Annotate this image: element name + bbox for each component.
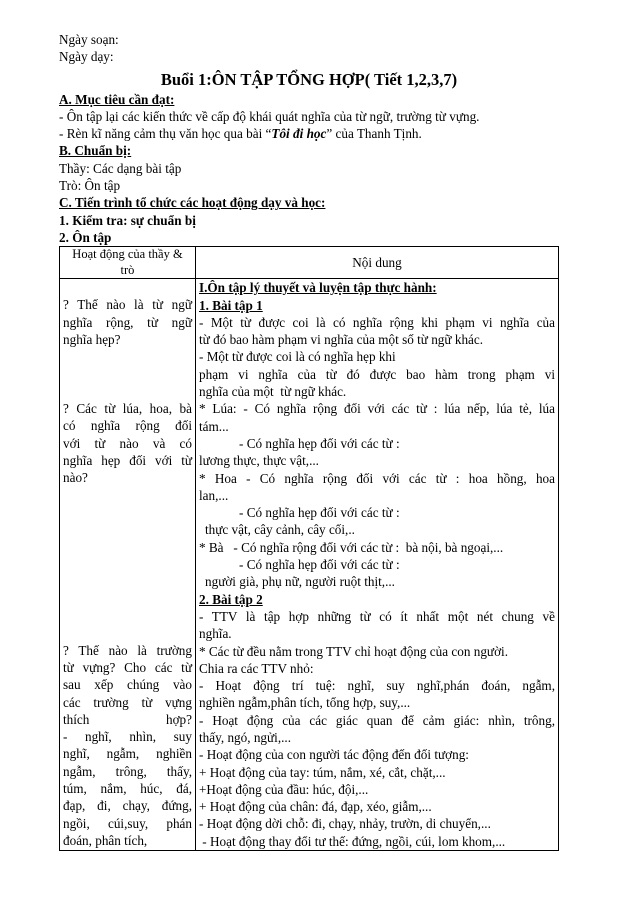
text-line: ? Thế nào là trường: [63, 642, 192, 658]
exercise-1-line: từ đó bao hàm phạm vi nghĩa của một số từ ngữ khác.: [199, 332, 484, 348]
section-a-line2-post: ” của Thanh Tịnh.: [326, 126, 422, 142]
hoa-narrow-list: thực vật, cây cảnh, cây cối,..: [205, 522, 355, 538]
exercise-2-line: + Hoạt động của chân: đá, đạp, xéo, giẫm,...: [199, 799, 432, 815]
text-line: - nghĩ, nhìn, suy: [63, 729, 192, 745]
teacher-prep: Thầy: Các dạng bài tập: [59, 160, 182, 176]
text-line: nghĩa hẹp đối với từ: [63, 453, 192, 469]
section-a-line2-pre: - Rèn kĩ năng cảm thụ văn học qua bài “: [59, 126, 272, 142]
hoa-broad-line1: * Hoa - Có nghĩa rộng đối với các từ : hoa hồng, hoa: [199, 470, 555, 486]
exercise-1-body: [199, 314, 555, 435]
section-c-heading: C. Tiến trình tổ chức các hoạt động dạy và học:: [59, 195, 326, 211]
exercise-2-line: +Hoạt động của đầu: húc, đội,...: [199, 781, 369, 797]
text-line: ? Thế nào là từ ngữ: [63, 297, 192, 313]
text-line: nghĩa hẹp?: [63, 331, 121, 347]
text-line: từ vựng? Cho các từ: [63, 659, 192, 675]
exercise-2-line: nghiền ngẫm,phân tích, tổng hợp, suy,...: [199, 695, 411, 711]
hoa-narrow: - Có nghĩa hẹp đối với các từ :: [239, 505, 400, 521]
exercise-2-line: + Hoạt động của tay: túm, nắm, xé, cắt, chặt,...: [199, 764, 446, 780]
section-b-heading: B. Chuẩn bị:: [59, 143, 132, 159]
section-c-item2: 2. Ôn tập: [59, 229, 112, 245]
table-header-activities: [60, 247, 196, 279]
question-3: [63, 642, 192, 850]
lesson-title: Tôi đi học: [271, 126, 327, 142]
content-cell: [196, 279, 559, 851]
text-line: ngẫm, trông, thấy,: [63, 763, 192, 779]
table-header-content: Nội dung: [196, 247, 559, 279]
text-line: ngồi, cúi,suy, phán: [63, 815, 192, 831]
text-line: có nghĩa rộng đối: [63, 418, 192, 434]
exercise-1-line: - Một từ được coi là có nghĩa rộng khi phạm vi nghĩa của: [199, 314, 555, 330]
section-a-line2: [59, 125, 559, 142]
date-taught: Ngày dạy:: [59, 49, 114, 65]
section-a-line1: - Ôn tập lại các kiến thức về cấp độ khái quát nghĩa của từ ngữ, trường từ vựng.: [59, 108, 480, 124]
text-line: đoán, phân tích,: [63, 832, 148, 848]
exercise-2-line: - TTV là tập hợp những từ có ít nhất một nét chung về: [199, 608, 555, 624]
text-line: nghĩ, ngẫm, nghiền: [63, 746, 192, 762]
date-prepared: Ngày soạn:: [59, 32, 119, 47]
hoa-broad-line2: lan,...: [199, 487, 229, 503]
exercise-1-line: - Một từ được coi là có nghĩa hẹp khi: [199, 349, 396, 365]
text-line: túm, nắm, húc, đá,: [63, 781, 192, 797]
exercise-1-line: nghĩa của một từ ngữ khác.: [199, 384, 347, 400]
lua-narrow: - Có nghĩa hẹp đối với các từ :: [239, 435, 400, 451]
exercise-2-line: - Hoạt động thay đổi tư thế: đứng, ngồi, cúi, lom khom,...: [199, 833, 506, 849]
student-prep: Trò: Ôn tập: [59, 178, 121, 194]
lua-narrow-list: lương thực, thực vật,...: [199, 453, 319, 469]
exercise-2-line: - Hoạt động trí tuệ: nghĩ, suy nghĩ,phán đoán, ngẫm,: [199, 678, 555, 694]
header-activities-line2: trò: [120, 262, 135, 277]
exercise-2-body: [199, 608, 555, 850]
section-c-item1: 1. Kiểm tra: sự chuẩn bị: [59, 212, 196, 228]
question-2: [63, 400, 192, 486]
exercise-2-line: - Hoạt động dời chỗ: đi, chạy, nhảy, trườn, di chuyển,...: [199, 816, 491, 832]
exercise-2-line: * Các từ đều nằm trong TTV chỉ hoạt động của con người.: [199, 643, 509, 659]
exercise-1-title: 1. Bài tập 1: [199, 297, 263, 313]
lesson-table: [59, 246, 559, 851]
exercise-2-title: 2. Bài tập 2: [199, 591, 263, 607]
ba-narrow: - Có nghĩa hẹp đối với các từ :: [239, 557, 400, 573]
exercise-1-line: * Lúa: - Có nghĩa rộng đối với các từ : lúa nếp, lúa tẻ, lúa: [199, 401, 555, 417]
text-line: ? Các từ lúa, hoa, bà: [63, 401, 192, 417]
activities-cell: [60, 279, 196, 851]
text-line: đạp, đi, chạy, đứng,: [63, 798, 192, 814]
document-page: [59, 31, 559, 851]
page-title: Buổi 1:ÔN TẬP TỔNG HỢP( Tiết 1,2,3,7): [160, 69, 458, 89]
section-a-heading: A. Mục tiêu cần đạt:: [59, 91, 175, 107]
ba-broad: * Bà - Có nghĩa rộng đối với các từ : bà nội, bà ngoại,...: [199, 539, 504, 555]
text-line: sau xếp chúng vào: [63, 677, 192, 693]
question-1: [63, 296, 192, 348]
table-header-row: [60, 247, 559, 279]
exercise-1-line: tám...: [199, 418, 229, 434]
ba-narrow-list: người già, phụ nữ, người ruột thịt,...: [205, 574, 395, 590]
review-section-title: I.Ôn tập lý thuyết và luyện tập thực hành:: [199, 280, 437, 296]
exercise-2-line: - Hoạt động của các giác quan để cảm giác: nhìn, trông,: [199, 712, 555, 728]
header-activities-line1: Hoạt động của thầy &: [72, 247, 183, 262]
exercise-2-line: - Hoạt động của con người tác động đến đối tượng:: [199, 747, 469, 763]
text-line: nào?: [63, 470, 88, 486]
exercise-2-line: nghĩa.: [199, 626, 232, 642]
exercise-1-line: phạm vi nghĩa của từ đó được bao hàm trong phạm vi: [199, 366, 555, 382]
exercise-2-line: thấy, ngó, ngửi,...: [199, 729, 292, 745]
exercise-2-line: Chia ra các TTV nhỏ:: [199, 660, 314, 676]
text-line: với từ nào và có: [63, 435, 192, 451]
text-line: các trường từ vựng: [63, 694, 192, 710]
table-body-row: [60, 279, 559, 851]
text-line: nghĩa rộng, từ ngữ: [63, 314, 192, 330]
text-line: thích hợp?: [63, 711, 192, 727]
